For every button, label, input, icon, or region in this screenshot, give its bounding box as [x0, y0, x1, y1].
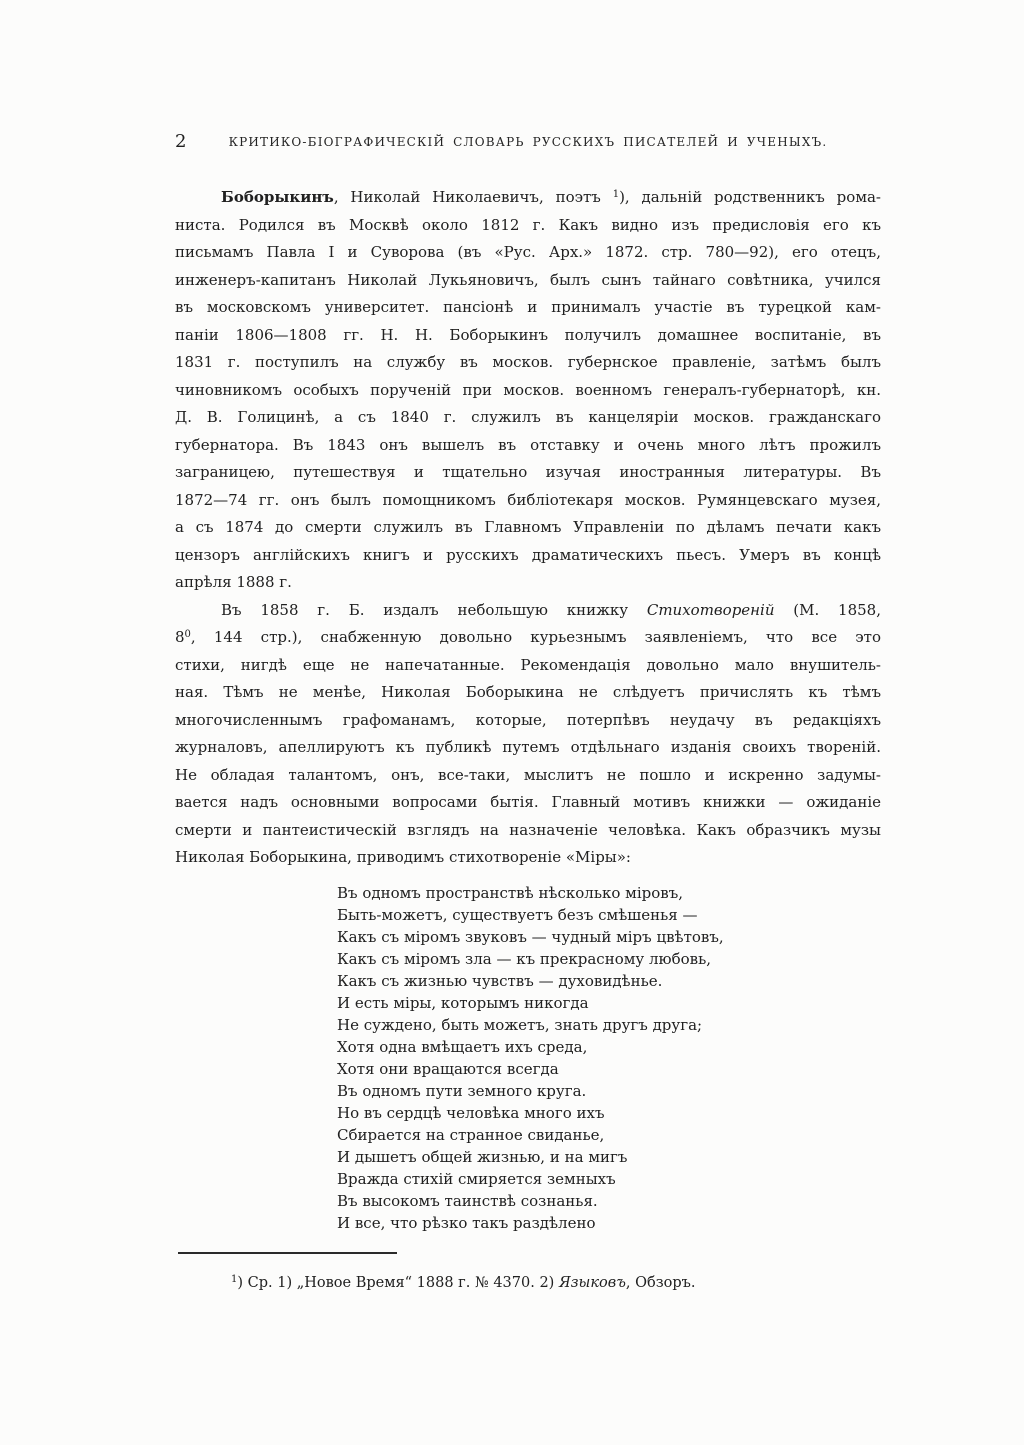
- poem-line: Не суждено, быть можетъ, знать другъ друга;: [337, 1016, 703, 1034]
- poem-line: Въ одномъ пути земного круга.: [337, 1082, 587, 1100]
- text-line: 1831 г. поступилъ на службу въ москов. губернское правленіе, затѣмъ былъ: [175, 353, 881, 371]
- text-line: Боборыкинъ, Николай Николаевичъ, поэтъ $^1$), дальній родственникъ рома-: [221, 188, 881, 206]
- text-line: паніи 1806—1808 гг. Н. Н. Боборыкинъ получилъ домашнее воспитаніе, въ: [175, 325, 881, 344]
- text-line: $8^0$, 144 стр.), снабженную довольно курьезнымъ заявленіемъ, что все это: [175, 628, 881, 646]
- text-line: смерти и пантеистическій взглядъ на назначеніе человѣка. Какъ образчикъ музы: [175, 820, 881, 839]
- text-line: чиновникомъ особыхъ порученій при москов. военномъ генералъ-губернаторѣ, кн.: [175, 380, 881, 399]
- poem-line: Хотя одна вмѣщаетъ ихъ среда,: [337, 1038, 588, 1056]
- text-line: ная. Тѣмъ не менѣе, Николая Боборыкина не слѣдуетъ причислять къ тѣмъ: [175, 683, 881, 701]
- footnote: $^1$) Ср. 1) „Новое Время“ 1888 г. № 4370. 2) Языковъ, Обзоръ.: [231, 1274, 696, 1291]
- text-line: инженеръ-капитанъ Николай Лукьяновичъ, былъ сынъ тайнаго совѣтника, учился: [175, 270, 881, 289]
- poem-line: Вражда стихій смиряется земныхъ: [337, 1170, 616, 1188]
- text-line: губернатора. Въ 1843 онъ вышелъ въ отставку и очень много лѣтъ прожилъ: [175, 435, 881, 454]
- poem-line: Какъ съ міромъ зла — къ прекрасному любовь,: [337, 950, 712, 968]
- poem-line: Въ высокомъ таинствѣ сознанья.: [337, 1192, 598, 1210]
- page-header: [175, 131, 881, 155]
- text-line: журналовъ, апеллируютъ къ публикѣ путемъ отдѣльнаго изданія своихъ твореній.: [175, 738, 881, 756]
- poem-line: Въ одномъ пространствѣ нѣсколько міровъ,: [337, 884, 684, 902]
- poem-miry: [337, 882, 724, 1234]
- poem-line: И все, что рѣзко такъ раздѣлено: [337, 1214, 596, 1232]
- text-line: Не обладая талантомъ, онъ, все-таки, мыслитъ не пошло и искренно задумы-: [175, 765, 881, 784]
- running-header: КРИТИКО-БІОГРАФИЧЕСКІЙ СЛОВАРЬ РУССКИХЪ ПИСАТЕЛЕЙ И УЧЕНЫХЪ.: [228, 135, 828, 149]
- text-line: стихи, нигдѣ еще не напечатанные. Рекомендація довольно мало внушитель-: [175, 655, 881, 674]
- text-line: Въ 1858 г. Б. издалъ небольшую книжку Стихотвореній (М. 1858,: [221, 600, 881, 619]
- poem-line: Быть-можетъ, существуетъ безъ смѣшенья —: [337, 906, 698, 924]
- text-line: а съ 1874 до смерти служилъ въ Главномъ Управленіи по дѣламъ печати какъ: [175, 518, 881, 536]
- footnote-separator: [178, 1252, 397, 1254]
- paragraph-poetry-review: [175, 597, 881, 872]
- text-line: 1872—74 гг. онъ былъ помощникомъ библіотекаря москов. Румянцевскаго музея,: [175, 490, 881, 509]
- text-line: письмамъ Павла I и Суворова (въ «Рус. Арх.» 1872. стр. 780—92), его отецъ,: [175, 243, 881, 261]
- text-line: апрѣля 1888 г.: [175, 573, 292, 591]
- poem-line: И есть міры, которымъ никогда: [337, 994, 589, 1012]
- poem-line: Но въ сердцѣ человѣка много ихъ: [337, 1104, 605, 1122]
- text-line: многочисленнымъ графоманамъ, которые, потерпѣвъ неудачу въ редакціяхъ: [175, 710, 881, 729]
- text-line: вается надъ основными вопросами бытія. Главный мотивъ книжки — ожиданіе: [175, 793, 881, 811]
- text-line: цензоръ англійскихъ книгъ и русскихъ драматическихъ пьесъ. Умеръ въ концѣ: [175, 545, 881, 564]
- poem-line: Сбирается на странное свиданье,: [337, 1126, 605, 1144]
- text-line: въ московскомъ университет. пансіонѣ и принималъ участіе въ турецкой кам-: [175, 298, 881, 316]
- article-body: [175, 184, 881, 872]
- text-line: Николая Боборыкина, приводимъ стихотвореніе «Міры»:: [175, 848, 631, 866]
- poem-line: Какъ съ жизнью чувствъ — духовидѣнье.: [337, 972, 663, 990]
- page-number: 2: [175, 131, 187, 152]
- text-line: Д. В. Голицинѣ, а съ 1840 г. служилъ въ канцеляріи москов. гражданскаго: [175, 408, 881, 426]
- poem-line: Какъ съ міромъ звуковъ — чудный міръ цвѣтовъ,: [337, 928, 724, 946]
- paragraph-biography: [175, 184, 881, 597]
- text-line: заграницею, путешествуя и тщательно изучая иностранныя литературы. Въ: [175, 463, 881, 481]
- poem-line: И дышетъ общей жизнью, и на мигъ: [337, 1148, 628, 1166]
- poem-line: Хотя они вращаются всегда: [337, 1060, 559, 1078]
- text-line: ниста. Родился въ Москвѣ около 1812 г. Какъ видно изъ предисловія его къ: [175, 215, 881, 234]
